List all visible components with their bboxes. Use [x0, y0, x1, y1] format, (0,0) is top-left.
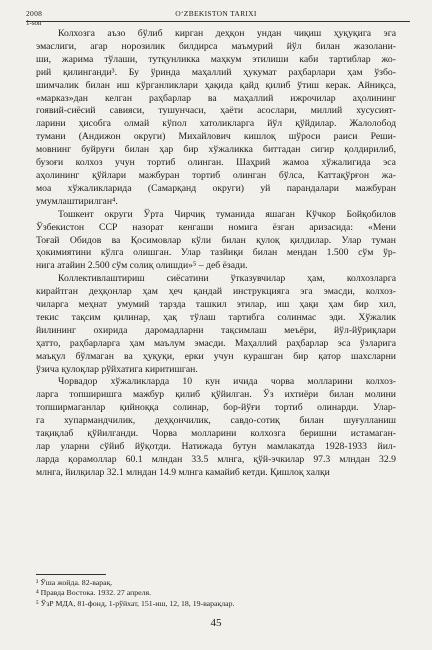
text-line: лар уларни сўйиб йўқотди. Натижада бутун мамлакатда 1928-1933 йил-: [36, 441, 396, 452]
text-line: кирайтган деҳқонлар ҳам ҳеч қандай инструкцияга эга эмасди, колхоз-: [36, 286, 396, 298]
text-line: эмаслиги, агар норозилик билдирса маъмурий йўл билан жазолани-: [36, 40, 396, 52]
text-line: топширмаганлар қийноққа солинар, бор-йўғи тортиб олинарди. Улар-: [36, 402, 396, 414]
text-line: Чорвадор хўжаликларда 10 кун ичида чорва молларини колхоз-: [58, 376, 396, 388]
text-line: Коллективлаштириш сиёсатини ўтказувчилар ҳам, колхозларга: [58, 273, 396, 285]
footnote: ³ Ўша жойда. 82-варақ.: [36, 578, 113, 587]
header-year: 2008: [26, 9, 43, 18]
text-line: ҳокимиятини кўлга олишган. Улар тазйиқи билан мендан 1.500 сўм ўр-: [36, 247, 396, 259]
paragraph: [36, 273, 396, 376]
text-line: Тоғай Обидов ва Қосимовлар кўли билан қулоқ қилдилар. Улар туман: [36, 234, 396, 246]
text-line: ҳатто, раҳбарларга ҳам маълум эмасди. Маҳаллий раҳбарлар эса ўзларига: [36, 337, 396, 349]
text-line: шимчалик билан иш кўрганликлари ҳақида қайд қилиб ўтиш керак. Айниқса,: [36, 79, 396, 91]
footnote: ⁵ ЎзР МДА, 81-фонд, 1-рўйхат, 151-иш, 12, 18, 19-варақлар.: [36, 598, 235, 608]
text-line: рий қилинганди³. Бу ўринда маҳаллий ҳукумат раҳбарлари ҳам ўзбо-: [36, 66, 396, 78]
text-line: мовнинг буйруғи билан ҳар бир хўжаликка биттадан сигир қолдирилиб,: [36, 144, 396, 156]
text-line: текис тақсим қилинар, ҳақ тўлаш тартибга солинмас эди. Хўжалик: [36, 311, 396, 323]
footnote: ⁴ Правда Востока. 1932. 27 апреля.: [36, 588, 152, 598]
text-line: гоявий-сиёсий савияси, тушунчаси, ҳаёти асослари, миллий хусусият-: [36, 105, 396, 117]
text-line: га хупармандчилик, деҳқончилик, савдо-сотиқ билан шуғулланиш: [36, 415, 396, 427]
text-line: ши, жарима тўлаши, тутқунликка маҳкум этилиши каби тартиблар жо-: [36, 53, 396, 65]
header-journal-title: O‘ZBEKISTON TARIXI: [175, 9, 257, 18]
text-line: млнга, йилқилар 32.1 млндан 14.9 млнга камайиб кетди. Қишлоқ халқи: [36, 466, 330, 478]
text-line: «марказ»дан келган раҳбарлар ва маҳаллий ижрочилар аҳолининг: [36, 92, 396, 104]
paragraph: [36, 209, 396, 274]
running-header: [26, 9, 406, 21]
footnote-rule: [36, 574, 106, 575]
paragraph: [36, 28, 396, 209]
text-line: Колхозга аъзо бўлиб кирган деҳқон ундан чиқиш ҳуқуқига эга: [58, 28, 396, 39]
text-line: чиларга меҳнат умумий тарзда ташкил этилар, иш ҳақи ҳам бир хил,: [36, 299, 396, 311]
text-line: йилининг охирида даромадларни тақсимлаш меъёри, йўл-йўриқлари: [36, 324, 396, 336]
text-line: нига атайин 2.500 сўм солиқ олишди»⁵ – деб ёзади.: [36, 260, 248, 272]
paragraph: [36, 376, 396, 479]
text-line: бузоғи колхоз учун тортиб олинган. Шаҳрий жамоа хўжалигида эса: [36, 157, 396, 169]
text-line: тақиқлаб қўйилганди. Чорва молларини колхозга беришни истамаган-: [36, 428, 396, 440]
text-line: маъқул бўлмаган ва ҳуқуқи, ерки учун курашган бир қатор шахсларни: [36, 350, 396, 362]
text-line: тумани (Андижон округи) Михайлович кишлоқ шўроси раиси Реши-: [36, 131, 396, 143]
header-issue: 1-son: [26, 19, 42, 27]
text-line: Тошкент округи Ўрта Чирчиқ туманида яшаган Кўчкор Бойқобилов: [58, 208, 396, 220]
header-rule: [26, 21, 410, 22]
text-line: моа хўжаликларида (Самарқанд округи) уй парандалари мажбуран: [36, 182, 396, 194]
text-line: умумлаштирилган⁴.: [36, 195, 118, 207]
text-line: ларда қорамоллар 60.1 млндан 33.5 млнга, қўй-эчкилар 97.3 млндан 32.9: [36, 453, 396, 465]
text-line: Ўзбекистон ССР назорат кенгаши номига ёзган аризасида: «Мени: [36, 221, 396, 233]
article-body: [36, 28, 396, 480]
page-number: 45: [210, 617, 222, 629]
text-line: ларга топширишга мажбур қилиб қўйилган. Ўз ихтиёри билан молини: [36, 389, 396, 401]
text-line: ўзича қулоқлар рўйхатига киритишган.: [36, 363, 198, 375]
footnotes: [36, 578, 235, 609]
text-line: аҳолининг қўйлари мажбуран тортиб олинган бўлса, Каттақўрғон жа-: [36, 169, 396, 181]
text-line: ларини ҳисобга олмай кўпол хатоликларга йўл қўйдилар. Жалолобод: [36, 118, 396, 130]
